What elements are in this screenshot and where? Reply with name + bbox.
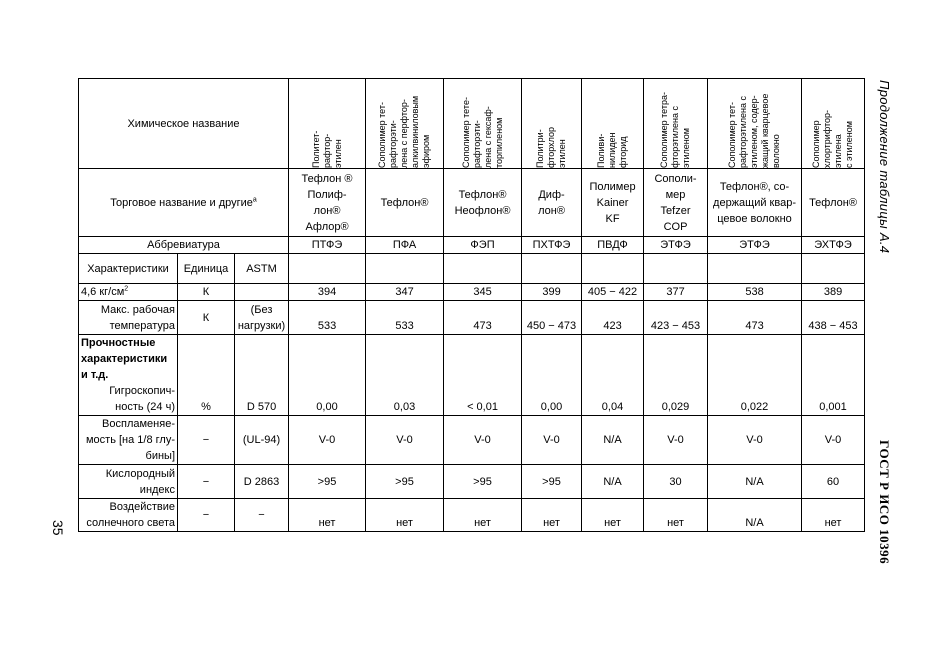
value-cell: 438 − 453 xyxy=(802,301,865,335)
row-name: Кислородный индекс xyxy=(79,465,178,499)
table-row xyxy=(79,465,865,499)
abbr-cell: ПТФЭ xyxy=(289,237,366,254)
value-cell: 0,001 xyxy=(802,335,865,416)
value-cell: 394 xyxy=(289,284,366,301)
value-cell: нет xyxy=(289,499,366,532)
value-cell: >95 xyxy=(522,465,582,499)
chem-name-cell: Сополимер тет- рафторэти- лена с перфтор- алкилвиниловым эфиром xyxy=(377,95,432,168)
row-astm: − xyxy=(235,499,289,532)
chem-name-cell: Поливи- нилиден фторид xyxy=(596,131,629,168)
char-label: Характеристики xyxy=(79,254,178,284)
value-cell: >95 xyxy=(289,465,366,499)
trade-name-cell: Тефлон®, со- держащий квар- цевое волокно xyxy=(708,169,802,237)
value-cell: 423 xyxy=(582,301,644,335)
value-cell: нет xyxy=(644,499,708,532)
chem-name-cell: Политет- рафтор- этилен xyxy=(310,130,343,168)
row-unit: К xyxy=(178,284,235,301)
properties-table xyxy=(78,78,865,532)
value-cell: V-0 xyxy=(289,416,366,465)
value-cell: V-0 xyxy=(444,416,522,465)
value-cell: 347 xyxy=(366,284,444,301)
row-unit: − xyxy=(178,416,235,465)
trade-name-cell: Полимер Kainer KF xyxy=(582,169,644,237)
value-cell: 405 − 422 xyxy=(582,284,644,301)
table-row xyxy=(79,284,865,301)
chem-name-label: Химическое название xyxy=(79,79,289,169)
value-cell: < 0,01 xyxy=(444,335,522,416)
row-unit: − xyxy=(178,465,235,499)
chem-name-cell: Политри- фторхлор этилен xyxy=(535,126,568,168)
value-cell: нет xyxy=(802,499,865,532)
value-cell: N/A xyxy=(582,465,644,499)
value-cell: 533 xyxy=(289,301,366,335)
abbr-cell: ПХТФЭ xyxy=(522,237,582,254)
row-astm: (UL-94) xyxy=(235,416,289,465)
row-unit: − xyxy=(178,499,235,532)
value-cell: 0,03 xyxy=(366,335,444,416)
value-cell: нет xyxy=(366,499,444,532)
value-cell: 0,00 xyxy=(289,335,366,416)
value-cell: 60 xyxy=(802,465,865,499)
row-name: Воспламеняе- мость [на 1/8 глу- бины] xyxy=(79,416,178,465)
chem-name-cell: Сополимер тетe- рафторэти- лена с гексаф- торпиленом xyxy=(460,96,504,168)
value-cell: V-0 xyxy=(708,416,802,465)
table-row xyxy=(79,301,865,335)
astm-label: ASTM xyxy=(235,254,289,284)
row-name: Прочностные характеристики и т.д. Гигроскопич- ность (24 ч) xyxy=(79,335,178,416)
abbr-cell: ПВДФ xyxy=(582,237,644,254)
value-cell: V-0 xyxy=(644,416,708,465)
abbr-cell: ЭТФЭ xyxy=(644,237,708,254)
value-cell: 533 xyxy=(366,301,444,335)
standard-designation: ГОСТ Р ИСО 10396 xyxy=(877,440,892,565)
abbr-cell: ПФА xyxy=(366,237,444,254)
value-cell: V-0 xyxy=(522,416,582,465)
value-cell: N/A xyxy=(582,416,644,465)
value-cell: нет xyxy=(444,499,522,532)
value-cell: N/A xyxy=(708,465,802,499)
value-cell: 473 xyxy=(444,301,522,335)
unit-label: Единица xyxy=(178,254,235,284)
table-row xyxy=(79,335,865,416)
trade-name-cell: Сополи- мер Tefzer COP xyxy=(644,169,708,237)
value-cell: 0,00 xyxy=(522,335,582,416)
abbr-cell: ФЭП xyxy=(444,237,522,254)
row-astm: D 2863 xyxy=(235,465,289,499)
trade-name-cell: Тефлон® xyxy=(366,169,444,237)
value-cell: >95 xyxy=(366,465,444,499)
value-cell: 450 − 473 xyxy=(522,301,582,335)
value-cell: 30 xyxy=(644,465,708,499)
value-cell: 389 xyxy=(802,284,865,301)
value-cell: 0,029 xyxy=(644,335,708,416)
chemical-name-row xyxy=(79,79,865,169)
row-unit: % xyxy=(178,335,235,416)
value-cell: 345 xyxy=(444,284,522,301)
value-cell: нет xyxy=(522,499,582,532)
table-row xyxy=(79,416,865,465)
section-heading: Прочностные характеристики и т.д. xyxy=(81,337,168,381)
chem-name-cell: Сополимер хлортрифтор- этилена с этиленом xyxy=(811,109,855,168)
row-astm: D 570 xyxy=(235,335,289,416)
row-name: Воздействие солнечного света xyxy=(79,499,178,532)
value-cell: V-0 xyxy=(802,416,865,465)
row-astm xyxy=(235,284,289,301)
table-continuation-caption: Продолжение таблицы А.4 xyxy=(877,80,892,254)
value-cell: 423 − 453 xyxy=(644,301,708,335)
row-astm: (Без нагрузки) xyxy=(235,301,289,335)
row-name: 4,6 $кг/см^2$ xyxy=(79,284,178,301)
chem-name-cell: Сополимер тетра- фторэтилена с этиленом xyxy=(659,91,692,168)
trade-name-cell: Диф- лон® xyxy=(522,169,582,237)
value-cell: 538 xyxy=(708,284,802,301)
abbr-cell: ЭХТФЭ xyxy=(802,237,865,254)
trade-name-cell: Тефлон ® Полиф- лон® Афлор® xyxy=(289,169,366,237)
value-cell: 377 xyxy=(644,284,708,301)
trade-name-cell: Тефлон® xyxy=(802,169,865,237)
value-cell: N/A xyxy=(708,499,802,532)
value-cell: нет xyxy=(582,499,644,532)
abbreviation-row xyxy=(79,237,865,254)
table-row xyxy=(79,499,865,532)
trade-name-label: Торговое название и другие$^а$ xyxy=(79,169,289,237)
value-cell: >95 xyxy=(444,465,522,499)
abbr-label: Аббревиатура xyxy=(79,237,289,254)
value-cell: 473 xyxy=(708,301,802,335)
row-name: Макс. рабочая температура xyxy=(79,301,178,335)
value-cell: V-0 xyxy=(366,416,444,465)
page-number: 35 xyxy=(50,520,66,536)
row-unit: К xyxy=(178,301,235,335)
value-cell: 0,022 xyxy=(708,335,802,416)
chem-name-cell: Сополимер тет- рафторэтилена с этиленом, содер- жащий кварцевое волокно xyxy=(727,93,782,168)
trade-name-row xyxy=(79,169,865,237)
trade-name-cell: Тефлон® Неофлон® xyxy=(444,169,522,237)
column-header-row xyxy=(79,254,865,284)
value-cell: 0,04 xyxy=(582,335,644,416)
abbr-cell: ЭТФЭ xyxy=(708,237,802,254)
value-cell: 399 xyxy=(522,284,582,301)
